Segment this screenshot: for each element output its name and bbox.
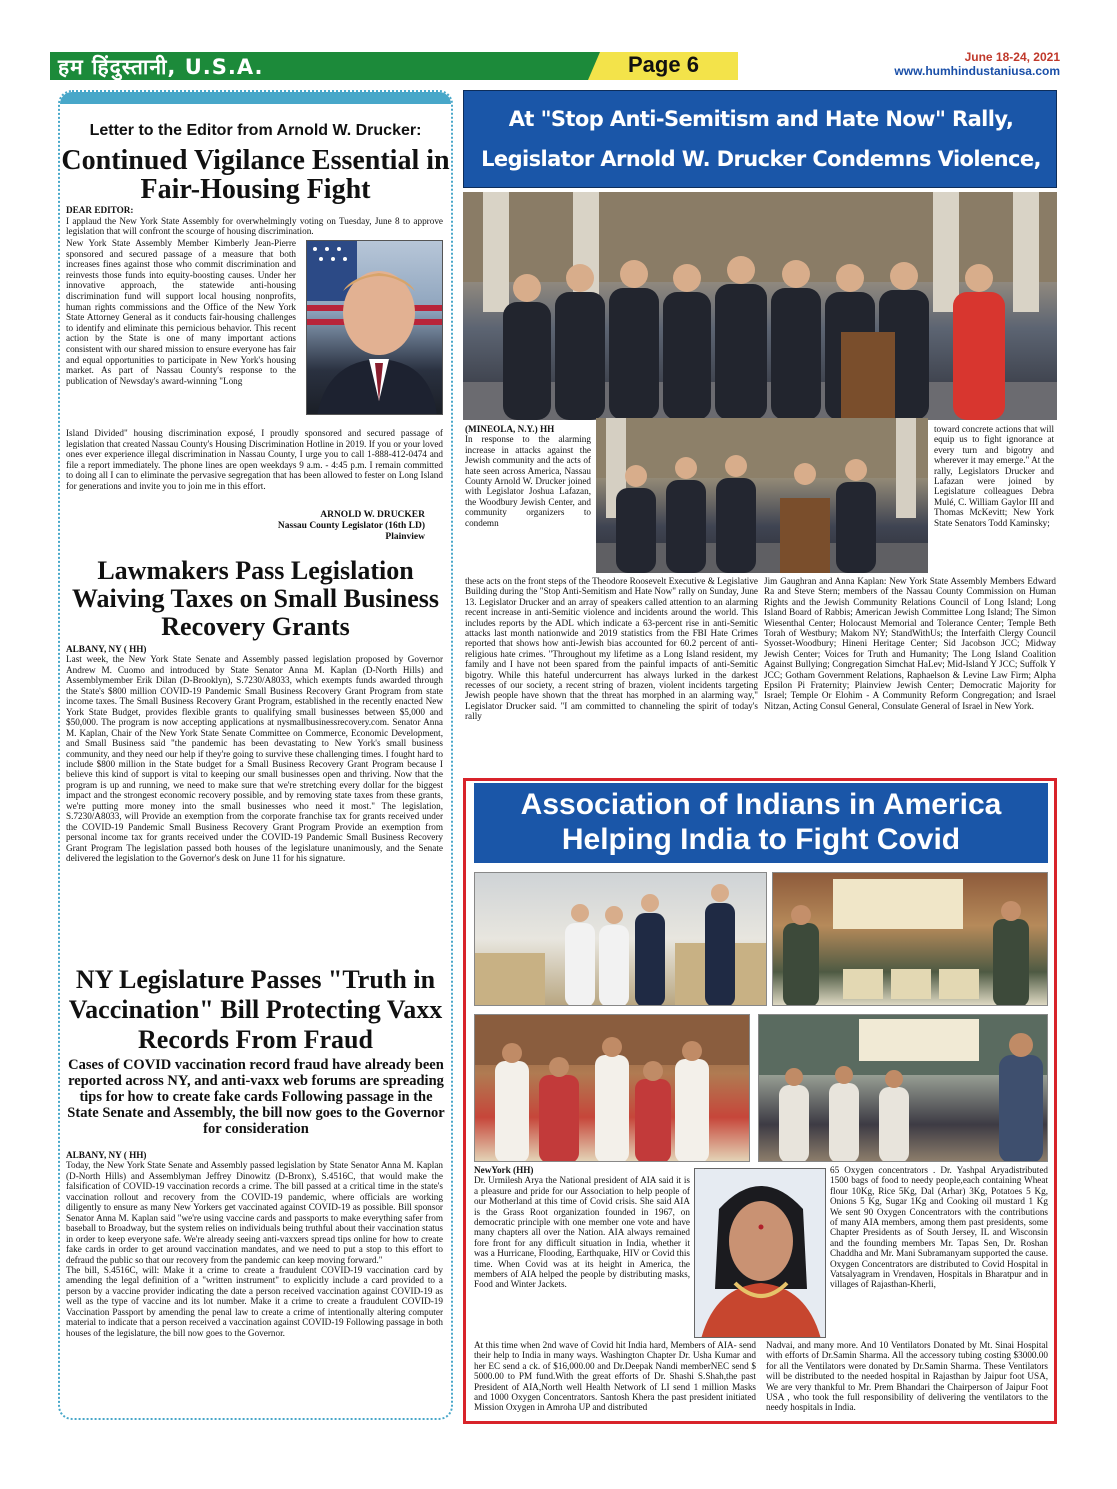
letter-headline: Continued Vigilance Essential in Fair-Housing Fight: [61, 145, 450, 205]
rally-podium-illustration: [596, 418, 928, 573]
aia-headline: Association of Indians in America Helping India to Fight Covid: [520, 788, 1002, 856]
website-url: www.humhindustaniusa.com: [894, 64, 1060, 78]
letter-p1-text: I applaud the New York State Assembly for overwhelmingly voting on Tuesday, June 8 to approve legislation that will confront the scourge of housing discrimination.: [66, 215, 443, 237]
masthead: [50, 52, 1060, 82]
lawmakers-dateline: ALBANY, NY ( HH): [66, 644, 147, 654]
drucker-portrait-illustration: [307, 241, 443, 415]
aia-column-3: 65 Oxygen concentrators . Dr. Yashpal Aryadistributed 1500 bags of food to needy people,each containing Wheat flour 10Kg, Rice 5Kg, Dal (Arhar) 3Kg, Potatoes 5 Kg, Onions 5 Kg, Sugar 1Kg and Cooking oil mustard 1 Kg We sent 90 Oxygen Concentrators with the contributions of many AIA members, among them past presidents, some Chapter Presidents as of South Jersey, IL and Wisconsin and the founding members Mr. Tapas Sen, Dr. Roshan Chaddha and Mr. Mani Subramanyam supported the cause. Oxygen Concentrators are distributed to Covid Hospital in Vatsalyagram in Vrendaven, Hospitals in Bharatpur and in villages of Rajasthan-Kherli,: [830, 1165, 1048, 1290]
urmilesh-arya-portrait: [694, 1168, 826, 1338]
lawmakers-body: [66, 644, 443, 864]
rally-dateline: (MINEOLA, N.Y.) HH: [465, 424, 555, 434]
letter-salutation: DEAR EDITOR:: [66, 205, 134, 215]
vaccination-dateline: ALBANY, NY ( HH): [66, 1150, 147, 1160]
vaccination-text-1: Today, the New York State Senate and Assembly passed legislation by State Senator Anna M. Kaplan (D-North Hills) and Assemblyman Jeffrey Dinowitz (D-Bronx), S.4516C, that would make the falsification of COVID-19 vaccination records a crime. The bill passed at a critical time in the state's vaccination rollout and recovery from the COVID-19 pandemic, where officials are working diligently to ensure as many New Yorkers get vaccinated against COVID-19 as possible. Bill sponsor Senator Anna M. Kaplan said "we're using vaccine cards and passports to make everything safer from baseball to Broadway, but the system relies on individuals being truthful about their vaccination status in order to keep everyone safe. We're already seeing anti-vaxxers spread tips online for how to create fake cards in order to get around vaccination mandates, and we need to put a stop to this effort to defraud the public so that our recovery from the pandemic can keep moving forward.": [66, 1160, 443, 1265]
aia-dateline: NewYork (HH): [474, 1165, 534, 1175]
masthead-green-band: [50, 52, 610, 80]
masthead-title: हम हिंदुस्तानी, U.S.A.: [58, 55, 264, 79]
signature-place: Plainview: [385, 532, 425, 542]
rally-podium-photo: [596, 418, 928, 573]
letter-paragraph-2: New York State Assembly Member Kimberly Jean-Pierre sponsored and secured passage of a measure that both increases fines against those who commit discrimination and reinvests those funds into equity-boosting causes. Under her innovative approach, the statewide anti-housing discrimination fund will support local housing nonprofits, human rights commissions and the Office of the New York State Attorney General as it conducts fair-housing challenges to identify and eliminate this pernicious behavior. This recent action by the State is one of many important actions consistent with our shared mission to ensure everyone has fair and equal opportunities to participate in New York's housing market. As part of Nassau County's response to the publication of Newsday's award-winning "Long: [66, 238, 296, 386]
drucker-portrait-photo: [306, 240, 443, 415]
rally-headline: At "Stop Anti-Semitism and Hate Now" Rally, Legislator Arnold W. Drucker Condemns Violence,: [481, 107, 1041, 171]
rally-headline-banner: [463, 90, 1057, 188]
lawmakers-headline: Lawmakers Pass Legislation Waiving Taxes on Small Business Recovery Grants: [71, 556, 440, 641]
aia-column-1: [474, 1165, 690, 1290]
aia-hospital-handover-illustration: [759, 1015, 1048, 1162]
rally-group-photo: [463, 192, 1057, 420]
vaccination-deck: Cases of COVID vaccination record fraud have already been reported across NY, and anti-vaxx web forums are spreading tips for how to create fake cards Following passage in the State Senate and Assembly, the bill now goes to the Governor for consideration: [67, 1057, 445, 1137]
aia-donation-event-illustration: [475, 1015, 750, 1162]
letter-kicker: Letter to the Editor from Arnold W. Drucker:: [89, 122, 422, 139]
aia-supplies-illustration: [475, 873, 767, 1006]
rally-column-3: toward concrete actions that will equip us to fight ignorance at every turn and bigotry and wherever it may emerge." At the rally, Legislators Drucker and Lafazan were joined by Legislature colleagues Debra Mulé, C. William Gaylor III and Thomas McKevitt; New York State Senators Todd Kaminsky;: [934, 424, 1054, 528]
left-column-top-bar: [60, 92, 451, 104]
aia-col1-text: Dr. Urmilesh Arya the National president of AIA said it is a pleasure and pride for our Association to help people of our Motherland at this time of Covid crisis. She said AIA is the Grass Root organization founded in 1967, on democratic principle with one member one vote and have many chapters all over the Nation. AIA always remained fore front for any difficult situation in India, whether it was a Hurricane, Flooding, Earthquake, HIV or Covid this time. When Covid was at its height in America, the members of AIA helped the people by distributing masks, Food and Winter Jackets.: [474, 1175, 690, 1290]
page-number: Page 6: [628, 52, 699, 77]
rally-column-1: [465, 424, 591, 528]
letter-paragraph-3: Island Divided" housing discrimination exposé, I proudly sponsored and secured passage of legislation that created Nassau County's Housing Discrimination Hotline in 2019. If you or your loved ones ever experience illegal discrimination in Nassau County, I urge you to call 1-888-412-0474 and file a report immediately. The phone lines are open weekdays 9 a.m. - 4:45 p.m. I remain committed to doing all I can to eliminate the pervasive segregation that has been allowed to fester on Long Island for generations and invite you to join me in this effort.: [66, 428, 443, 491]
rally-group-illustration: [463, 192, 1057, 420]
aia-donation-event-photo: [474, 1014, 750, 1162]
issue-date: June 18-24, 2021: [964, 50, 1060, 64]
letter-paragraph-1: [66, 205, 443, 237]
aia-supplies-photo: [474, 872, 767, 1006]
vaccination-headline: NY Legislature Passes "Truth in Vaccination" Bill Protecting Vaxx Records From Fraud: [68, 965, 443, 1054]
aia-headline-banner: [474, 783, 1048, 863]
aia-distribution-photo: [772, 872, 1048, 1006]
signature-name: ARNOLD W. DRUCKER: [320, 510, 425, 520]
aia-distribution-illustration: [773, 873, 1048, 1006]
aia-column-2-lower: Nadvai, and many more. And 10 Ventilators Donated by Mt. Sinai Hospital with efforts of Dr.Samin Sharma. All the accessory tubing costing $3000.00 for all the Ventilators were donated by Dr.Samin Sharma. These Ventilators will be distributed to the needed hospital in Rajasthan by Jaipur foot USA, We are very thankful to Mr. Prem Bhandari the Chairperson of Jaipur Foot USA , who took the full responsibility of delivering the ventilators to the needy hospitals in India.: [766, 1340, 1048, 1413]
signature-title: Nassau County Legislator (16th LD): [277, 521, 425, 531]
aia-hospital-handover-photo: [758, 1014, 1048, 1162]
letter-signature: [240, 510, 425, 543]
rally-column-2-lower: Jim Gaughran and Anna Kaplan: New York State Assembly Members Edward Ra and Steve Stern; members of the Nassau County Commission on Human Rights and the Jewish Community Relations Council of Long Island; Long Island Board of Rabbis; American Jewish Committee Long Island; The Simon Wiesenthal Center; Holocaust Memorial and Tolerance Center; Temple Beth Torah of Westbury; Makom NY; StandWithUs; the Interfaith Clergy Council Syosset-Woodbury; Hineni Heritage Center; Sid Jacobson JCC; Midway Jewish Center; Voices for Truth and Humanity; The Long Island Coalition Against Bullying; Congregation Simchat HaLev; Mid-Island Y JCC; Suffolk Y JCC; Gotham Government Relations, Raphaelson & Levine Law Firm; Alpha Epsilon Pi Fraternity; Plainview Jewish Center; Democratic Majority for Israel; Temple Or Elohim - A Community Reform Congregation; and Israel Nitzan, Acting Consul General, Consulate General of Israel in New York.: [764, 576, 1056, 711]
vaccination-body: [66, 1150, 443, 1338]
lawmakers-text: Last week, the New York State Senate and Assembly passed legislation proposed by Governor Andrew M. Cuomo and introduced by State Senator Anna M. Kaplan (D-North Hills) and Assemblymember Erik Dilan (D-Brooklyn), S.7230/A8033, which exempts funds awarded through the State's $800 million COVID-19 Pandemic Small Business Recovery Grant Program from state income taxes. The Small Business Recovery Grant Program, established in the recently enacted New York State Budget, provides flexible grants to qualifying small businesses between $5,000 and $50,000. The program is now accepting applications at nysmallbusinessrecovery.com. Senator Anna M. Kaplan, Chair of the New York State Senate Committee on Commerce, Economic Development, and Small Business said "the pandemic has been devastating to New York's small business community, and they need our help if they're going to survive these challenging times. I fought hard to include $800 million in the State budget for a Small Business Recovery Grant Program because I believe this kind of support is vital to keeping our small businesses open and thriving. Now that the program is up and running, we need to make sure that we're stretching every dollar for the biggest impact and the strongest economic recovery possible, and by removing state taxes from these grants, we're putting more money into the small businesses who need it most." The legislation, S.7230/A8033, will Provide an exemption from the corporate franchise tax for grants received under the COVID-19 Pandemic Small Business Recovery Grant Program Provide an exemption from personal income tax for grants received under the COVID-19 Pandemic Small Business Recovery Grant Program The legislation passed both houses of the legislature unanimously, and the Senate delivered the legislation to the Governor's desk on June 11 for his signature.: [66, 654, 443, 864]
rally-column-1-lower: these acts on the front steps of the Theodore Roosevelt Executive & Legislative Building during the "Stop Anti-Semitism and Hate Now" rally on Sunday, June 13. Legislator Drucker and an array of speakers called attention to an alarming recent increase in anti-Semitic violence and incidents around the world. This includes reports by the ADL which indicate a 63-percent rise in anti-Semitic attacks last month nationwide and 2019 statistics from the FBI Hate Crimes reported that shows how anti-Jewish bias accounted for 60.2 percent of anti-religious hate crimes. "Throughout my lifetime as a Long Island resident, my family and I have not been spared from the painful impacts of anti-Semitic bigotry. While this hateful undercurrent has always lurked in the darkest recesses of our society, a recent string of brazen, violent incidents targeting Jewish people have shown that the threat has morphed in an alarming way," Legislator Drucker said. "I am committed to channeling the spirit of today's rally: [465, 576, 758, 722]
aia-column-1-lower: At this time when 2nd wave of Covid hit India hard, Members of AIA- send their help to India in many ways. Washington Chapter Dr. Usha Kumar and her EC send a ck. of $16,000.00 and Dr.Deepak Nandi memberNEC send $ 5000.00 to PM fund.With the great efforts of Dr. Shashi S.Shah,the past President of AIA,North well Health Network of LI send 1 million Masks and 1000 Oxygen Concentrators. Santosh Khera the past president initiated Mission Oxygen in Amroha UP and distributed: [474, 1340, 756, 1413]
rally-col1-text: In response to the alarming increase in attacks against the Jewish community and the acts of hate seen across America, Nassau County Arnold W. Drucker joined with Legislator Joshua Lafazan, the Woodbury Jewish Center, and community organizers to condemn: [465, 434, 591, 528]
masthead-date-block: [894, 50, 1060, 78]
vaccination-text-2: The bill, S.4516C, will: Make it a crime to create a fraudulent COVID-19 vaccination card by amending the legal definition of a "written instrument" to explicitly include a card provided to a person by a vaccine provider indicating the date a person received vaccination against COVID-19 as well as the type of vaccine and its lot number. Make it a crime to create a fraudulent COVID-19 Vaccination Passport by amending the penal law to create a crime of intentionally altering computer material to indicate that a person received a vaccination against COVID-19 Following passage in both houses of the legislature, the bill now goes to the Governor.: [66, 1264, 443, 1338]
urmilesh-arya-illustration: [695, 1169, 826, 1338]
